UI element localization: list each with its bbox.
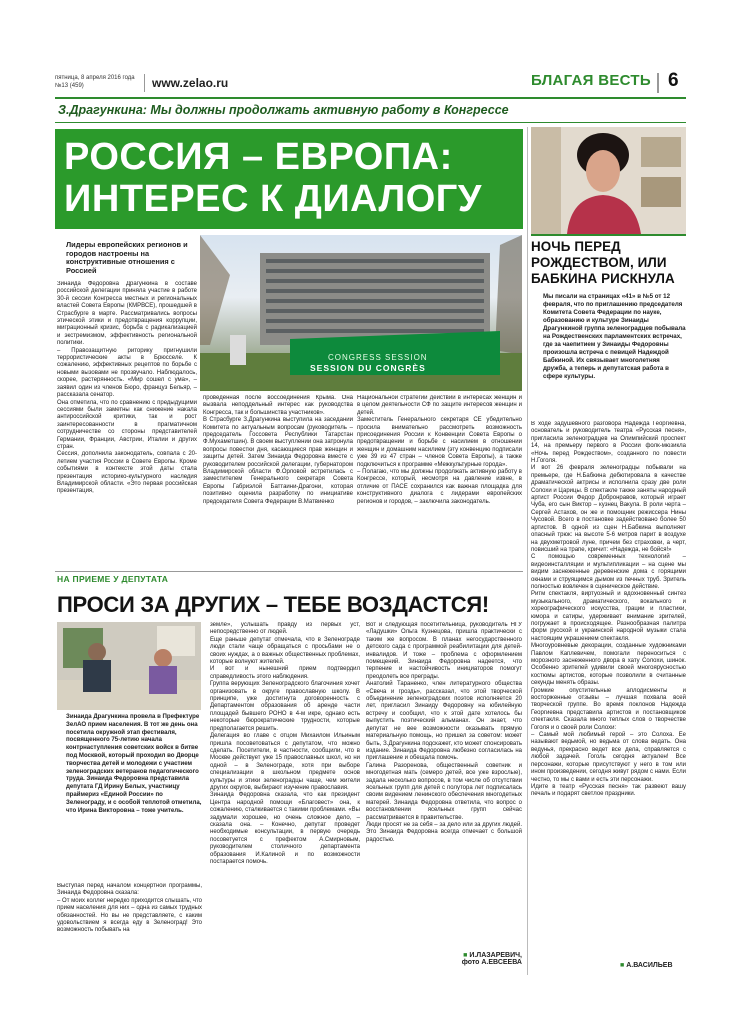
side-author: А.ВАСИЛЬЕВ xyxy=(626,962,673,969)
reception-caption: Зинаида Драгункина провела в Префектуре ЗелАО прием населения. В тот же день она посетила окружной этап фестиваля, посвященного 75-летию начала контрнаступления советских войск в битве под Москвой, который проходил во Дворце творчества детей и молодежи с участием зеленоградских ветеранов педагогического труда. Зинаида Федоровна представила депутата ГД Ирину Белых, участницу праймериз «Единой России» по Зеленограду, и с особой теплотой отметила, что Ирина Викторовна – тоже учитель. xyxy=(66,713,202,814)
second-headline: ПРОСИ ЗА ДРУГИХ – ТЕБЕ ВОЗДАСТСЯ! xyxy=(57,592,489,617)
side-headline-line1: НОЧЬ ПЕРЕД xyxy=(531,239,621,254)
main-col-2: проведенная после воссоединения Крыма. Она вызвала неподдельный интерес как руководства Конгресса, так и большинства участников». В Страсбурге З.Драгункина выступила на заседании Комитета по актуальным вопросам (руководитель – председатель Госсовета Республики Татарстан Ф.Мухаметшин). В своем выступлении она затронула вопросы повестки дня, касающиеся прав женщин и защиты детей. Затем Зинаида Федоровна вместе с руководителем российской делегации, губернатором Владимирской области Ф.Орловой встретилась с заместителем Генерального секретаря Совета Европы Габриэлой Баттаини-Драгони, которая позитивно оценила разработку по инициативе председателя Совета Федерации В.Матвиенко xyxy=(203,395,353,505)
author-byline: ■ И.ЛАЗАРЕВИЧ, xyxy=(463,952,522,959)
side-lead: Мы писали на страницах «41» в №5 от 12 февраля, что по приглашению председателя Комитета Совета Федерации по науке, образованию и культуре Зинаиды Драгункиной группа зеленоградцев побывала на Рождественских парламентских встречах, где за чаепитием у Зинаиды Федоровны произошла встреча с певицей Надеждой Бабкиной. Их связывает многолетняя дружба, а теперь и депутатская работа в сфере культуры. xyxy=(543,293,686,380)
kicker-rule xyxy=(55,122,686,123)
rubric-divider xyxy=(657,73,659,93)
banner-text-1: CONGRESS SESSION xyxy=(328,353,428,362)
masthead-divider xyxy=(144,74,145,92)
site-url[interactable]: www.zelao.ru xyxy=(152,76,229,90)
side-headline xyxy=(531,239,691,287)
issue-date xyxy=(55,74,135,90)
column-divider xyxy=(527,127,528,975)
photo-byline: фото А.ЕВСЕЕВА xyxy=(461,959,522,966)
reception-photo xyxy=(57,622,201,710)
congress-building-photo xyxy=(200,235,522,391)
side-headline-line3: БАБКИНА РИСКНУЛА xyxy=(531,271,675,286)
section-label: НА ПРИЕМЕ У ДЕПУТАТА xyxy=(57,574,169,584)
author-name: И.ЛАЗАРЕВИЧ, xyxy=(469,952,522,959)
issue-number: №13 (459) xyxy=(55,83,84,89)
main-headline-line2: ИНТЕРЕС К ДИАЛОГУ xyxy=(64,178,482,220)
section-rubric: БЛАГАЯ ВЕСТЬ xyxy=(531,72,651,89)
side-top-rule xyxy=(531,234,686,236)
main-headline-box xyxy=(55,129,523,229)
second-col-2: земле», услышать правду из первых уст, непосредственно от людей. Еще раньше депутат отмечала, что в Зеленограде люди стали чаще обращаться с просьбами не о своих нуждах, а о важных общественных проблемах, которые волнуют жителей. И вот и нынешний прием подтвердил справедливость этого наблюдения. Группа верующих Зеленоградского благочиния хочет организовать в округе православную школу. В принципе, уже достигнута договоренность с Департаментом образования об аренде части площадей бывшего РОНО в 4-м икре, однако есть некоторые бюрократические трудности, которые предполагается решить. Делегация во главе с отцом Михаилом Ильиным пришла посоветоваться с депутатом, что можно сделать. Посетители, в частности, сообщили, что в Москве действует уже 15 православных школ, но ни одной – в Зеленограде, хотя при выборе специализации в школьном предмете основ культуры и этики зеленоградцы чаще, чем жители других округов, выбирают изучение православия. Зинаида Федоровна сказала, что как президент Центра народной помощи «Благовест» она, к сожалению, сталкивается с такими проблемами. «Вы задумали хорошее, но очень сложное дело, – сказала она. – Конечно, депутат проведет необходимые консультации, в первую очередь посоветуется с префектом А.Смирновым, руководителем столичного департамента образования И.Калиной и по возможности постарается помочь. xyxy=(210,622,360,865)
page-number: 6 xyxy=(668,70,679,91)
kicker-line: З.Драгункина: Мы должны продолжать активную работу в Конгрессе xyxy=(58,103,509,117)
side-byline: ■ А.ВАСИЛЬЕВ xyxy=(620,962,673,969)
second-byline xyxy=(460,952,522,966)
second-col-3: Вот и следующая посетительница, руководитель НГУ «Ладушки» Ольга Кузнецова, пришла практически с таким же вопросом. В планах негосударственного детского сада с программой реабилитации для детей-инвалидов. И тоже – проблема с оформлением помещений. Зинаида Федоровна надеется, что терпение и настойчивость инициаторов помогут преодолеть все преграды. Анатолий Тараненко, член литературного общества «Свеча и гроздь», рассказал, что этой творческой объединение зеленоградских поэтов исполняется 20 лет, пригласил Зинаиду Федоровну на юбилейную встречу и сообщил, что к этой дате хотелось бы выпустить поэтический альманах. Он знает, что депутат не вее возможности оказывать прямую материальную помощь, но пришел за советом: может быть, З.Драгункина подскажет, кто может спонсировать издание. Зинаида Федоровна любезно согласилась на приглашение и обещала помочь. Галина Разоренова, общественный советник и многодетная мать (семеро детей, все уже взрослые), задала несколько вопросов, в том числе об отсутствии ясельных групп для детей с полутора лет подписалась своим видением ленинского обеспечения многодетных матерей. Зинаида Федоровна ответила, что вопрос о восстановлении ясельных групп сейчас рассматривается в правительстве. Люди просят не за себя – за дело или за других людей. Это Зинаида Федоровна всегда отмечает с большой радостью. xyxy=(366,622,522,843)
section-rule xyxy=(55,571,523,572)
side-headline-line2: РОЖДЕСТВОМ, ИЛИ xyxy=(531,255,667,270)
main-col-3: Национальной стратегии действий в интересах женщин и в целом деятельности СФ по защите интересов женщин и детей. Заместитель Генерального секретаря СЕ убедительно просила внимательно рассмотреть возможность присоединения России к Конвенции Совета Европы о предотвращении и борьбе с насилием в отношении женщин и домашним насилием (эту конвенцию подписали уже 39 из 47 стран – членов Совета Европы), а также подключиться к программе «Межкультурные города». – Полагаю, что мы должны продолжать активную работу в Конгрессе, который, несмотря на давление извне, в отличие от ПАСЕ сохранился как важная площадка для конструктивного диалога с лидерами европейских регионов и городов, – заключила законодатель. xyxy=(357,395,522,505)
singer-illustration xyxy=(531,127,686,234)
banner-text-2: SESSION DU CONGRÈS xyxy=(310,363,426,373)
main-headline-line1: РОССИЯ – ЕВРОПА: xyxy=(64,136,453,178)
date-text: пятница, 8 апреля 2016 года xyxy=(55,75,135,81)
side-body: В ходе задушевного разговора Надежда Георгиевна, основатель и руководитель театра «Русская песня», пригласила зеленоградцев на Олимпийский проспект 14, на премьеру первого в России фолк-мюзикла «Ночь перед Рождеством», созданного по повести Н.Гоголя. И вот 26 февраля зеленоградцы побывали на премьере, где Н.Бабкина дебютировала в качестве драматической актрисы и исполнила сразу две роли Солохи и Царицы. В спектакле также заняты народный артист России Федор Добронравов, который играет Чуба, его сын Виктор – кузнец Вакула. В роли черта – Сергей Астахов, он же и помощник режиссера Нины Чусовой. Всего в постановке задействовано более 50 артистов. В одной из сцен Н.Бабкина выполняет опасный трюк: на высоте 5-6 метров парит в воздухе на двухметровой луне, причем без страховки, а черт, повисший на трапе, кричит: «Надежда, не бойся!» С помощью современных технологий – видеоинсталляции и мультипликации – на сцене мы видим заснеженные деревенские дома с горящими окнами и струящимся дымом из печных труб. Зритель полностью вовлечен в сценическое действие. Ритм спектакля, виртуозный и вдохновенный синтез музыкального, драматического, вокального и хореографического искусства, грации и пластики, юмора и сатиры, удерживает внимание зрителей, погружает в происходящее. Разнообразная палитра форм русской и украинской народной музыки стала настоящим украшением спектакля. Многоуровневые декорации, созданные художниками Павлом Каплевичем, помогали переноситься с морозного заснеженного двора в хату Солохи, шинок. Особенно зрителей удивили своей многоярусностью костюмы артистов, которые позволили в считанные секунды менять образы. Громкие опустительные аплодисменты и восторженные отзывы – лучшая похвала всей творческой группе. Во время поклонов Надежда Георгиевна представила артистов и постановщиков спектакля. Сказала много теплых слов о творчестве Гоголя и о своей роли Солохи: – Самый мой любимый герой – это Солоха. Ее называют ведьмой, но ведьма от слова ведать. Она ведунья, прекрасно ведет все дела, справляется с любой задачей. Гоголь сегодня актуален! Все персонажи, которые присутствуют у него в том или ином произведении, сегодня живут рядом с нами. Если честно, то мы с вами и есть эти персонажи. Идите в театр «Русская песня» так развеют вашу печаль и подарят светлое праздники. xyxy=(531,421,686,798)
main-lead: Лидеры европейских регионов и городов настроены на конструктивные отношения с Россией xyxy=(66,240,188,275)
second-col-1: Выступая перед началом концертной программы, Зинаида Федоровна сказала: – От моих коллег нередко приходится слышать, что прием населения для них – одна из самых трудных обязанностей. Но вы не представляете, с каким удовольствием я всегда еду в Зеленоград! Это возможность побывать на xyxy=(57,883,202,934)
top-rule xyxy=(55,97,686,99)
main-col-1: Зинаида Федоровна Драгункина в составе российской делегации приняла участие в работе 30-й сессии Конгресса местных и региональных властей Совета Европы (КМРВСЕ), прошедшей в Страсбурге в марте. Рассматривались вопросы этической этики и предотвращения коррупции, миграционный кризис, борьба с радикализацией и экстремизмом, эффективность региональной политики. – Правозащитную риторику пригнушили террористические акты в Брюсселе. К сожалению, эффективных рецептов по борьбе с новыми вызовами не прозвучало. Наблюдалось, скорее, растерянность. «Мир сошел с ума», – заявил один из членов Бюро, француз Бельяр, – рассказала сенатор. Она отметила, что по сравнению с предыдущими сессиями были заметны как снижение накала антироссийской критики, так и рост заинтересованности в прагматичном сотрудничестве со стороны представителей Германии, Франции, Австрии, Италии и других стран. Сессия, дополнила законодатель, совпала с 20-летием участия России в Совете Европы. Кроме событиями в контексте этой даты стала презентация историко-культурного наследия Владимирской области. «Это первая российская презентация, xyxy=(57,281,197,495)
babkina-photo xyxy=(531,127,686,234)
reception-illustration xyxy=(57,622,201,710)
